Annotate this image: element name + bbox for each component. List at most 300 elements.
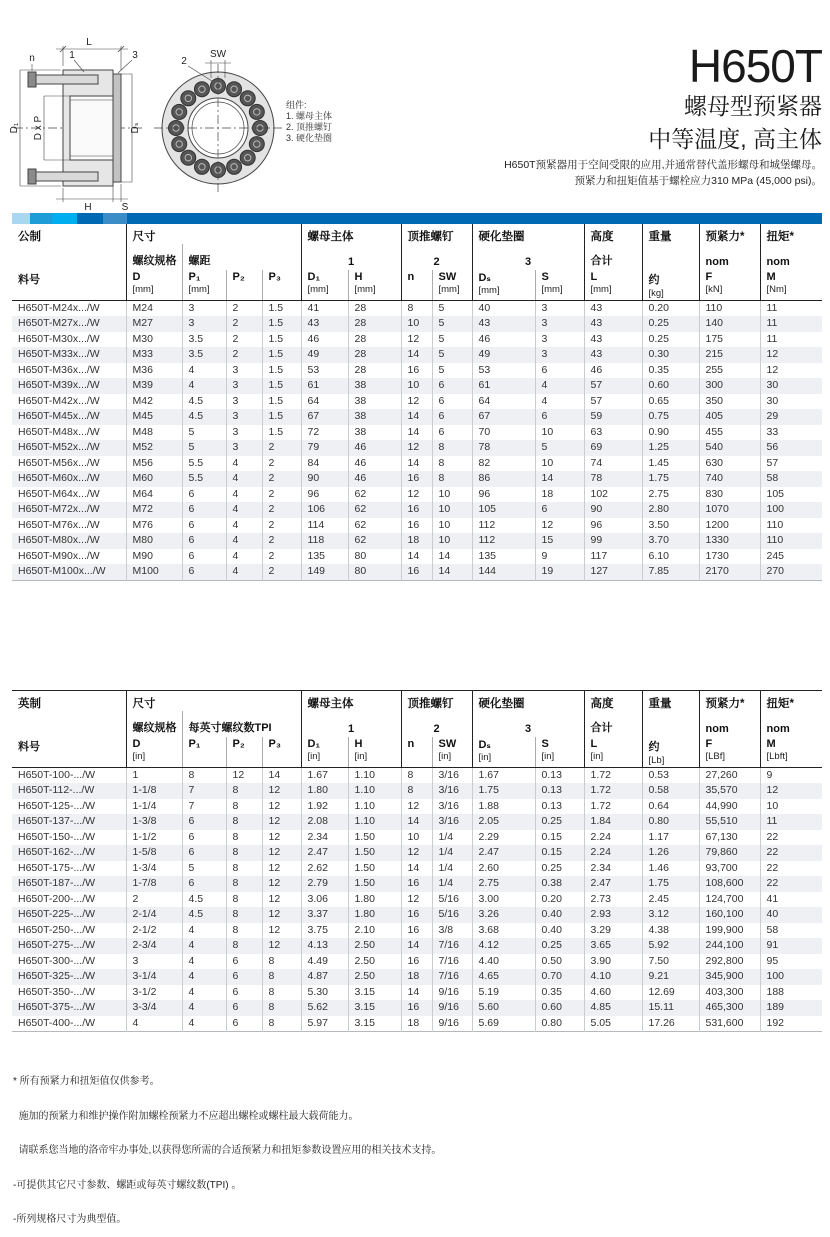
- value-cell: 2.34: [301, 830, 348, 846]
- value-cell: 3.15: [348, 1016, 401, 1032]
- legend-title: 组件:: [286, 100, 307, 110]
- value-cell: 8: [182, 767, 226, 783]
- value-cell: 6: [182, 549, 226, 565]
- value-cell: 118: [301, 533, 348, 549]
- table-row: [12, 892, 822, 908]
- group-height: 高度: [584, 691, 642, 712]
- value-cell: 2.47: [584, 876, 642, 892]
- value-cell: 1/4: [432, 876, 472, 892]
- value-cell: 2.93: [584, 907, 642, 923]
- header-Ds: Dₛ [mm]: [472, 270, 535, 300]
- value-cell: 2.45: [642, 892, 699, 908]
- value-cell: 1.72: [584, 767, 642, 783]
- value-cell: 15.11: [642, 1000, 699, 1016]
- value-cell: 4: [182, 363, 226, 379]
- value-cell: 22: [760, 876, 822, 892]
- value-cell: 1.75: [642, 876, 699, 892]
- value-cell: 3/16: [432, 814, 472, 830]
- value-cell: 1.10: [348, 814, 401, 830]
- value-cell: 2: [262, 518, 301, 534]
- value-cell: 3.90: [584, 954, 642, 970]
- value-cell: 12: [401, 487, 432, 503]
- value-cell: 3: [126, 954, 182, 970]
- value-cell: 0.15: [535, 830, 584, 846]
- value-cell: 1/4: [432, 845, 472, 861]
- value-cell: 1.67: [472, 767, 535, 783]
- value-cell: 1.46: [642, 861, 699, 877]
- value-cell: 9/16: [432, 985, 472, 1001]
- value-cell: 350: [699, 394, 760, 410]
- value-cell: 14: [535, 471, 584, 487]
- value-cell: 8: [226, 814, 262, 830]
- accent-segment: [77, 213, 103, 224]
- value-cell: 4.5: [182, 409, 226, 425]
- value-cell: 1.50: [348, 830, 401, 846]
- value-cell: 14: [401, 425, 432, 441]
- value-cell: 7/16: [432, 954, 472, 970]
- value-cell: 6: [182, 845, 226, 861]
- component-number-2: 2: [401, 711, 472, 737]
- value-cell: 4.85: [584, 1000, 642, 1016]
- value-cell: 4: [182, 378, 226, 394]
- value-cell: 57: [760, 456, 822, 472]
- header-L: L [mm]: [584, 270, 642, 300]
- dim-label-SW: SW: [209, 49, 227, 60]
- part-number-cell: H650T-M36x.../W: [18, 363, 100, 376]
- table-row: [12, 969, 822, 985]
- part-number-cell: H650T-375-.../W: [12, 1000, 126, 1016]
- value-cell: 3.75: [301, 923, 348, 939]
- value-cell: 11: [760, 332, 822, 348]
- value-cell: 3: [535, 347, 584, 363]
- value-cell: 80: [348, 549, 401, 565]
- footnote-line: -所列规格尺寸为典型值。: [13, 1214, 127, 1225]
- value-cell: 43: [301, 316, 348, 332]
- footnotes: [13, 1053, 441, 1237]
- component-number-3: 3: [472, 711, 584, 737]
- footnote-line: 施加的预紧力和维护操作附加螺栓预紧力不应超出螺栓或螺柱最大载荷能力。: [13, 1110, 359, 1122]
- table-row: [12, 363, 822, 379]
- value-cell: 2.47: [301, 845, 348, 861]
- value-cell: 2: [262, 487, 301, 503]
- part-number-cell: H650T-400-.../W: [18, 1016, 96, 1029]
- value-cell: 16: [401, 363, 432, 379]
- table-row: [12, 1016, 822, 1032]
- value-cell: 12: [262, 938, 301, 954]
- value-cell: 14: [401, 985, 432, 1001]
- value-cell: 189: [760, 1000, 822, 1016]
- value-cell: 5: [432, 347, 472, 363]
- part-number-cell: H650T-162-.../W: [12, 845, 126, 861]
- value-cell: 124,700: [699, 892, 760, 908]
- value-cell: 1.17: [642, 830, 699, 846]
- value-cell: 41: [760, 892, 822, 908]
- imperial-table-body: [12, 767, 822, 1032]
- value-cell: 0.40: [535, 907, 584, 923]
- value-cell: 0.58: [642, 783, 699, 799]
- value-cell: 0.25: [535, 861, 584, 877]
- value-cell: 8: [262, 969, 301, 985]
- value-cell: 0.13: [535, 767, 584, 783]
- value-cell: 5.05: [584, 1016, 642, 1032]
- value-cell: 2.05: [472, 814, 535, 830]
- accent-segment-main: [127, 213, 822, 224]
- table-row: [12, 440, 822, 456]
- dim-label-DxP: D x P: [33, 115, 44, 141]
- value-cell: 3: [226, 425, 262, 441]
- part-number-cell: H650T-M39x.../W: [12, 378, 126, 394]
- value-cell: 57: [584, 394, 642, 410]
- value-cell: 3.06: [301, 892, 348, 908]
- value-cell: 1.84: [584, 814, 642, 830]
- value-cell: 1.5: [262, 300, 301, 316]
- value-cell: 78: [584, 471, 642, 487]
- value-cell: 3.15: [348, 985, 401, 1001]
- value-cell: 4: [226, 549, 262, 565]
- value-cell: 2: [226, 316, 262, 332]
- value-cell: 7.50: [642, 954, 699, 970]
- value-cell: 46: [472, 332, 535, 348]
- value-cell: 4: [226, 487, 262, 503]
- value-cell: 3: [535, 300, 584, 316]
- value-cell: M90: [126, 549, 182, 565]
- value-cell: 135: [301, 549, 348, 565]
- part-number-cell: H650T-M56x.../W: [18, 456, 100, 469]
- value-cell: 3.70: [642, 533, 699, 549]
- value-cell: 1.80: [348, 907, 401, 923]
- value-cell: 1.5: [262, 378, 301, 394]
- table-row: [12, 564, 822, 580]
- value-cell: 12: [401, 799, 432, 815]
- accent-bar: [12, 213, 822, 224]
- value-cell: 2170: [699, 564, 760, 580]
- value-cell: 6: [535, 409, 584, 425]
- value-cell: 3.5: [182, 332, 226, 348]
- value-cell: 3.12: [642, 907, 699, 923]
- value-cell: 62: [348, 518, 401, 534]
- table-row: [12, 876, 822, 892]
- part-number-cell: H650T-225-.../W: [12, 907, 126, 923]
- table-row: [12, 783, 822, 799]
- value-cell: 12.69: [642, 985, 699, 1001]
- value-cell: 4: [182, 1016, 226, 1032]
- value-cell: M42: [126, 394, 182, 410]
- group-jack-screw: 顶推螺钉: [401, 691, 472, 712]
- part-number-cell: H650T-M90x.../W: [18, 549, 100, 562]
- value-cell: 6: [182, 876, 226, 892]
- value-cell: 2: [262, 564, 301, 580]
- value-cell: M24: [126, 300, 182, 316]
- value-cell: 46: [348, 471, 401, 487]
- value-cell: 46: [348, 456, 401, 472]
- value-cell: 2.50: [348, 969, 401, 985]
- value-cell: 8: [432, 471, 472, 487]
- value-cell: 531,600: [699, 1016, 760, 1032]
- component-number-2: 2: [401, 244, 472, 270]
- value-cell: 6: [182, 564, 226, 580]
- value-cell: 1.67: [301, 767, 348, 783]
- subheader-nom-force: nom: [699, 711, 760, 737]
- value-cell: 9/16: [432, 1000, 472, 1016]
- value-cell: 5.69: [472, 1016, 535, 1032]
- value-cell: M100: [126, 564, 182, 580]
- value-cell: 49: [301, 347, 348, 363]
- value-cell: 12: [262, 814, 301, 830]
- value-cell: 8: [262, 1016, 301, 1032]
- value-cell: 11: [760, 300, 822, 316]
- value-cell: 4.87: [301, 969, 348, 985]
- value-cell: 4.38: [642, 923, 699, 939]
- value-cell: 4.5: [182, 394, 226, 410]
- value-cell: 7/16: [432, 969, 472, 985]
- value-cell: M39: [126, 378, 182, 394]
- value-cell: 16: [401, 954, 432, 970]
- value-cell: 4.49: [301, 954, 348, 970]
- value-cell: 5.5: [182, 471, 226, 487]
- value-cell: 16: [401, 923, 432, 939]
- group-weight: 重量: [642, 691, 699, 712]
- table-row: [12, 830, 822, 846]
- part-number-cell: H650T-M48x.../W: [18, 425, 100, 438]
- value-cell: 1.50: [348, 876, 401, 892]
- value-cell: 9: [535, 549, 584, 565]
- value-cell: 4: [226, 502, 262, 518]
- value-cell: 12: [401, 892, 432, 908]
- value-cell: 5.92: [642, 938, 699, 954]
- value-cell: 38: [348, 378, 401, 394]
- value-cell: 110: [760, 533, 822, 549]
- value-cell: 90: [301, 471, 348, 487]
- value-cell: 2: [262, 440, 301, 456]
- table-row: [12, 923, 822, 939]
- value-cell: 3-1/4: [126, 969, 182, 985]
- value-cell: 28: [348, 300, 401, 316]
- value-cell: 1200: [699, 518, 760, 534]
- value-cell: 6: [432, 425, 472, 441]
- value-cell: 465,300: [699, 1000, 760, 1016]
- callout-1: 1: [69, 50, 75, 61]
- part-number-cell: H650T-150-.../W: [18, 830, 96, 843]
- table-row: [12, 409, 822, 425]
- value-cell: 6: [226, 969, 262, 985]
- value-cell: M80: [126, 533, 182, 549]
- value-cell: 58: [760, 471, 822, 487]
- imperial-table: [12, 690, 822, 1032]
- value-cell: 345,900: [699, 969, 760, 985]
- value-cell: 135: [472, 549, 535, 565]
- part-number-cell: H650T-125-.../W: [18, 799, 96, 812]
- table-row: [12, 456, 822, 472]
- table-row: [12, 502, 822, 518]
- value-cell: 7: [182, 783, 226, 799]
- value-cell: 43: [584, 347, 642, 363]
- value-cell: 6: [182, 502, 226, 518]
- table-row: [12, 518, 822, 534]
- value-cell: 72: [301, 425, 348, 441]
- accent-segment: [12, 213, 30, 224]
- value-cell: 127: [584, 564, 642, 580]
- value-cell: 2: [262, 549, 301, 565]
- value-cell: 0.53: [642, 767, 699, 783]
- table-row: [12, 471, 822, 487]
- table-row: [12, 316, 822, 332]
- region-label: 英制: [18, 698, 41, 710]
- table-row: [12, 533, 822, 549]
- value-cell: 64: [301, 394, 348, 410]
- header-n: n: [401, 737, 432, 767]
- group-nut-body: 螺母主体: [301, 224, 401, 244]
- value-cell: 18: [401, 1016, 432, 1032]
- value-cell: 3-3/4: [126, 1000, 182, 1016]
- value-cell: 9.21: [642, 969, 699, 985]
- value-cell: 0.64: [642, 799, 699, 815]
- value-cell: 40: [472, 300, 535, 316]
- value-cell: 1-3/8: [126, 814, 182, 830]
- value-cell: 1.10: [348, 799, 401, 815]
- value-cell: 90: [584, 502, 642, 518]
- value-cell: 3.68: [472, 923, 535, 939]
- value-cell: 28: [348, 316, 401, 332]
- value-cell: 67,130: [699, 830, 760, 846]
- value-cell: 8: [226, 799, 262, 815]
- part-number-cell: H650T-275-.../W: [12, 938, 126, 954]
- value-cell: 6: [182, 533, 226, 549]
- value-cell: 2-1/4: [126, 907, 182, 923]
- value-cell: 14: [401, 549, 432, 565]
- value-cell: 6: [226, 1000, 262, 1016]
- component-number-1: 1: [301, 711, 401, 737]
- value-cell: 3.15: [348, 1000, 401, 1016]
- value-cell: 1.72: [584, 783, 642, 799]
- table-row: [12, 814, 822, 830]
- value-cell: 17.26: [642, 1016, 699, 1032]
- part-number-cell: H650T-112-.../W: [12, 783, 126, 799]
- value-cell: 1.45: [642, 456, 699, 472]
- group-torque: 扭矩*: [760, 224, 822, 244]
- value-cell: 79,860: [699, 845, 760, 861]
- value-cell: 5: [432, 316, 472, 332]
- value-cell: 2: [262, 502, 301, 518]
- value-cell: 4: [182, 923, 226, 939]
- header-P2: P₂: [226, 737, 262, 767]
- value-cell: 10: [432, 518, 472, 534]
- value-cell: 0.13: [535, 799, 584, 815]
- value-cell: 67: [301, 409, 348, 425]
- value-cell: 1.25: [642, 440, 699, 456]
- value-cell: 2.75: [642, 487, 699, 503]
- value-cell: M36: [126, 363, 182, 379]
- table-row: [12, 907, 822, 923]
- value-cell: 12: [401, 440, 432, 456]
- value-cell: 7: [182, 799, 226, 815]
- value-cell: 1.80: [348, 892, 401, 908]
- value-cell: 2.10: [348, 923, 401, 939]
- value-cell: 2: [226, 332, 262, 348]
- table-row: [12, 378, 822, 394]
- value-cell: 14: [401, 814, 432, 830]
- value-cell: 215: [699, 347, 760, 363]
- dim-label-n: n: [29, 53, 35, 64]
- value-cell: 3: [182, 300, 226, 316]
- value-cell: 33: [760, 425, 822, 441]
- value-cell: 6.10: [642, 549, 699, 565]
- value-cell: 10: [401, 378, 432, 394]
- accent-segment: [103, 213, 127, 224]
- value-cell: 12: [262, 845, 301, 861]
- value-cell: 6: [226, 1016, 262, 1032]
- value-cell: 4: [226, 564, 262, 580]
- value-cell: 9/16: [432, 1016, 472, 1032]
- value-cell: 3: [226, 363, 262, 379]
- value-cell: 67: [472, 409, 535, 425]
- part-number-cell: H650T-250-.../W: [18, 923, 96, 936]
- value-cell: 15: [535, 533, 584, 549]
- part-number-cell: H650T-M42x.../W: [18, 394, 100, 407]
- value-cell: 100: [760, 502, 822, 518]
- value-cell: 5/16: [432, 892, 472, 908]
- value-cell: 0.35: [535, 985, 584, 1001]
- value-cell: 2: [226, 300, 262, 316]
- value-cell: 1.5: [262, 363, 301, 379]
- value-cell: 6: [432, 394, 472, 410]
- value-cell: 4: [182, 1000, 226, 1016]
- value-cell: 10: [401, 830, 432, 846]
- value-cell: 5: [182, 425, 226, 441]
- part-number-cell: H650T-M80x.../W: [12, 533, 126, 549]
- header-D: D [in]: [126, 737, 182, 767]
- value-cell: 292,800: [699, 954, 760, 970]
- value-cell: 62: [348, 502, 401, 518]
- value-cell: 5: [432, 300, 472, 316]
- value-cell: 12: [262, 861, 301, 877]
- value-cell: 160,100: [699, 907, 760, 923]
- value-cell: 53: [301, 363, 348, 379]
- part-number-cell: H650T-M76x.../W: [18, 518, 100, 531]
- value-cell: 1-1/2: [126, 830, 182, 846]
- value-cell: 22: [760, 861, 822, 877]
- value-cell: 3: [226, 378, 262, 394]
- value-cell: 4.5: [182, 907, 226, 923]
- value-cell: 14: [432, 564, 472, 580]
- product-description-line2: 预紧力和扭矩值基于螺栓应力310 MPa (45,000 psi)。: [574, 174, 822, 187]
- value-cell: M52: [126, 440, 182, 456]
- value-cell: 10: [535, 425, 584, 441]
- value-cell: 0.60: [535, 1000, 584, 1016]
- value-cell: 3.29: [584, 923, 642, 939]
- value-cell: 4: [182, 954, 226, 970]
- value-cell: 1.5: [262, 394, 301, 410]
- value-cell: 4: [226, 456, 262, 472]
- value-cell: 30: [760, 378, 822, 394]
- value-cell: 0.15: [535, 845, 584, 861]
- value-cell: 0.30: [642, 347, 699, 363]
- value-cell: 630: [699, 456, 760, 472]
- value-cell: 245: [760, 549, 822, 565]
- value-cell: 2: [126, 892, 182, 908]
- value-cell: 14: [262, 767, 301, 783]
- value-cell: 3: [226, 409, 262, 425]
- value-cell: M30: [126, 332, 182, 348]
- value-cell: 5.5: [182, 456, 226, 472]
- value-cell: 14: [401, 456, 432, 472]
- header-S: S [mm]: [535, 270, 584, 300]
- value-cell: 84: [301, 456, 348, 472]
- table-row: [12, 767, 822, 783]
- value-cell: 2-3/4: [126, 938, 182, 954]
- table-row: [12, 985, 822, 1001]
- value-cell: 28: [348, 347, 401, 363]
- value-cell: 6: [226, 985, 262, 1001]
